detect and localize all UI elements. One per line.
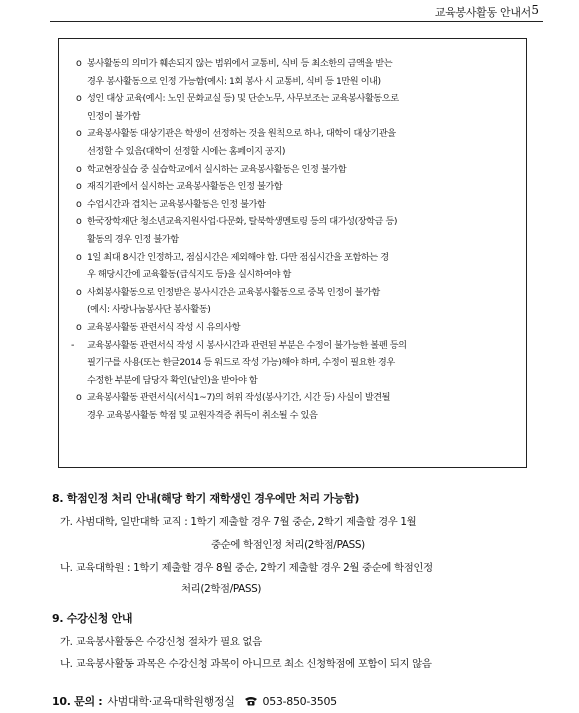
notice-item-line: 선정할 수 있음(대학이 선정할 시에는 홈페이지 공지) xyxy=(87,145,286,157)
section-9-title: 9. 수강신청 안내 xyxy=(52,612,133,625)
bullet-marker: o xyxy=(76,251,82,263)
notice-item xyxy=(59,389,526,424)
bullet-marker: o xyxy=(76,58,82,69)
notice-item-line: 교육봉사활동 대상기관은 학생이 선정하는 것을 원칙으로 하나, 대학이 대상기관을 xyxy=(87,128,396,140)
notice-item-line: 교육봉사활동 관련서식 작성 시 봉사시간과 관련된 부분은 수정이 불가능한 볼펜 등의 xyxy=(87,339,407,351)
notice-item xyxy=(59,90,526,125)
section-8-title: 8. 학점인정 처리 안내(해당 학기 재학생인 경우에만 처리 가능함) xyxy=(52,492,360,505)
notice-item-line: 교육봉사활동 관련서식(서식1~7)의 허위 작성(봉사기간, 시간 등) 사실이 발견될 xyxy=(87,392,391,404)
notice-item-line: 사회봉사활동으로 인정받은 봉사시간은 교육봉사활동으로 중복 인정이 불가함 xyxy=(87,286,380,298)
notice-list xyxy=(59,55,526,424)
bullet-marker: o xyxy=(76,392,82,404)
section-9-na: 나. 교육봉사활동 과목은 수강신청 과목이 아니므로 최소 신청학점에 포함이 되지 않음 xyxy=(60,658,432,670)
notice-item xyxy=(59,178,526,196)
page-header xyxy=(0,0,579,22)
notice-item xyxy=(59,284,526,319)
notice-item xyxy=(59,55,526,90)
notice-item-line: 교육봉사활동 관련서식 작성 시 유의사항 xyxy=(87,321,241,333)
notice-item-line: 봉사활동의 의미가 훼손되지 않는 범위에서 교통비, 식비 등 최소한의 금액을 받는 xyxy=(87,58,393,69)
notice-item-line: 활동의 경우 인정 불가함 xyxy=(87,233,179,245)
notice-item-line: 학교현장실습 중 실습학교에서 실시하는 교육봉사활동은 인정 불가함 xyxy=(87,163,347,175)
section-10-label: 10. 문의 : xyxy=(52,695,103,708)
section-9-ga: 가. 교육봉사활동은 수강신청 절차가 필요 없음 xyxy=(60,636,262,648)
notice-item xyxy=(59,161,526,179)
notice-item-line: 수업시간과 겹치는 교육봉사활동은 인정 불가함 xyxy=(87,198,266,210)
bullet-marker: o xyxy=(76,93,82,105)
bullet-marker: o xyxy=(76,216,82,228)
section-8-ga-line1: 가. 사범대학, 일반대학 교직 : 1학기 제출할 경우 7월 중순, 2학기 제출할 경우 1월 xyxy=(60,516,417,528)
notice-item-line: 인정이 불가함 xyxy=(87,110,141,122)
notice-item-line: 재직기관에서 실시하는 교육봉사활동은 인정 불가함 xyxy=(87,181,283,193)
section-8-ga-line2: 중순에 학점인정 처리(2학점/PASS) xyxy=(211,539,365,551)
section-8-na-line2: 처리(2학점/PASS) xyxy=(181,583,262,595)
notice-item xyxy=(59,125,526,160)
notice-item-line: 필기구를 사용(또는 한글2014 등 워드로 작성 가능)해야 하며, 수정이 필요한 경우 xyxy=(87,357,395,369)
bullet-marker: o xyxy=(76,181,82,193)
notice-item xyxy=(59,196,526,214)
bullet-marker: o xyxy=(76,198,82,210)
notice-item-line: 우 해당시간에 교육활동(급식지도 등)을 실시하여야 함 xyxy=(87,269,291,281)
notice-item-line: 한국장학재단 청소년교육지원사업·다문화, 탈북학생멘토링 등의 대가성(장학금 등) xyxy=(87,216,398,228)
page-number: 5 xyxy=(531,3,539,17)
notice-item xyxy=(59,213,526,248)
header-title: 교육봉사활동 안내서 xyxy=(434,6,531,19)
bullet-marker: o xyxy=(76,321,82,333)
bullet-marker: o xyxy=(76,286,82,298)
bullet-marker: o xyxy=(76,163,82,175)
notice-item-line: 경우 봉사활동으로 인정 가능함(예시: 1회 봉사 시 교통비, 식비 등 1만원 이내) xyxy=(87,75,381,87)
bullet-marker: o xyxy=(76,128,82,140)
bullet-marker: - xyxy=(71,339,74,351)
notice-item xyxy=(59,319,526,337)
contact-phone: 053-850-3505 xyxy=(262,694,337,708)
notice-item-line: (예시: 사랑나눔봉사단 봉사활동) xyxy=(87,304,211,316)
notice-box xyxy=(58,38,527,468)
section-10-contact xyxy=(52,693,337,709)
section-8-na-line1: 나. 교육대학원 : 1학기 제출할 경우 8월 중순, 2학기 제출할 경우 2월 중순에 학점인정 xyxy=(60,562,433,574)
notice-item-line: 1일 최대 8시간 인정하고, 점심시간은 제외해야 함. 다만 점심시간을 포함하는 경 xyxy=(87,251,389,263)
notice-item xyxy=(59,249,526,284)
notice-item-line: 성인 대상 교육(예시: 노인 문화교실 등) 및 단순노무, 사무보조는 교육봉사활동으로 xyxy=(87,93,399,105)
header-rule xyxy=(50,21,543,22)
notice-item-line: 수정한 부분에 담당자 확인(날인)을 받아야 함 xyxy=(87,374,258,386)
telephone-icon xyxy=(244,696,258,706)
notice-item xyxy=(59,337,526,390)
contact-office: 사범대학·교육대학원행정실 xyxy=(107,695,235,708)
notice-item-line: 경우 교육봉사활동 학점 및 교원자격증 취득이 취소될 수 있음 xyxy=(87,409,318,421)
